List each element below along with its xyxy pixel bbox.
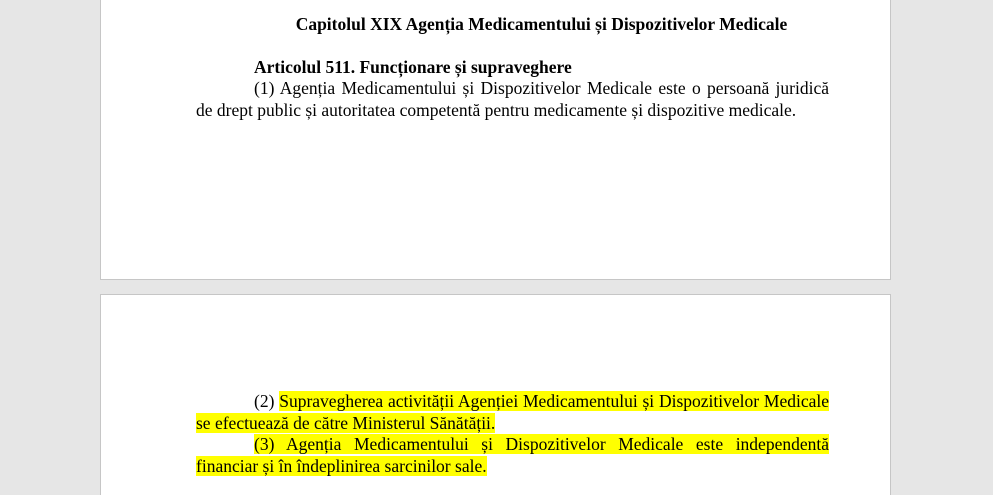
article-title: Articolul 511. Funcționare și supraveghere xyxy=(254,57,572,77)
document-page-1 xyxy=(100,0,891,280)
document-page-2 xyxy=(100,294,891,495)
paragraph-1: (1) Agenția Medicamentului și Dispozitivelor Medicale este o persoană juridică de drept public și autoritatea competentă pentru medicamente și dispozitive medicale. xyxy=(196,78,829,120)
chapter-title: Capitolul XIX Agenția Medicamentului și Dispozitivelor Medicale xyxy=(295,14,788,34)
paragraph-2-number: (2) xyxy=(254,391,280,411)
page-2-content xyxy=(196,295,829,495)
paragraph-2 xyxy=(196,391,829,434)
page-1-content xyxy=(196,0,829,280)
paragraph-2-highlighted-text: Supravegherea activității Agenției Medicamentului și Dispozitivelor Medicale se efectuează de către Ministerul Sănătății. xyxy=(196,391,829,433)
paragraph-3 xyxy=(196,434,829,477)
paragraph-3-highlighted-text: (3) Agenția Medicamentului și Dispozitivelor Medicale este independentă financiar și în îndeplinirea sarcinilor sale. xyxy=(196,434,829,476)
